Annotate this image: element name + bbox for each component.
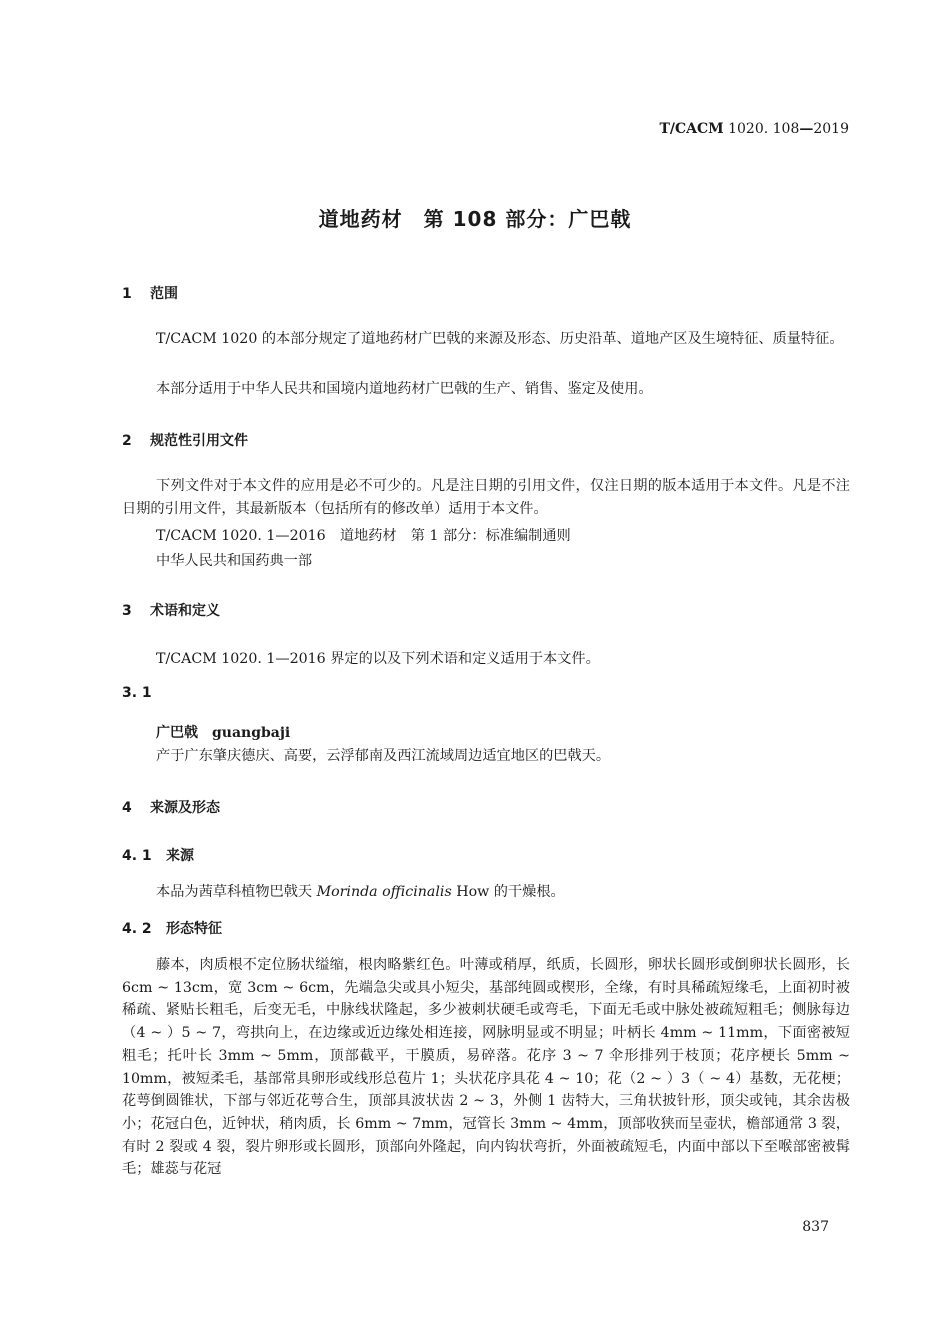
- document-title: 道地药材 第 108 部分：广巴戟: [318, 207, 632, 231]
- source-text-after: How 的干燥根。: [451, 884, 565, 900]
- reference-2: 中华人民共和国药典一部: [156, 553, 313, 569]
- section-number: 4: [122, 800, 132, 816]
- source-text-before: 本品为茜草科植物巴戟天: [156, 884, 317, 900]
- section-number: 1: [122, 286, 132, 302]
- subsection-4-2-heading: [122, 918, 222, 938]
- reference-1: T/CACM 1020. 1—2016 道地药材 第 1 部分：标准编制通则: [156, 528, 571, 544]
- section-4-heading: [122, 797, 220, 817]
- page-number: 837: [802, 1219, 829, 1235]
- subsection-number: 4. 1: [122, 848, 152, 864]
- section-title: 规范性引用文件: [150, 433, 248, 449]
- doc-code-year: 2019: [813, 121, 849, 137]
- subsection-title: 形态特征: [166, 921, 222, 937]
- section-title: 范围: [150, 286, 178, 302]
- doc-code-prefix: T/CACM: [659, 121, 724, 137]
- term-definition: 产于广东肇庆德庆、高要，云浮郁南及西江流域周边适宜地区的巴戟天。: [156, 748, 611, 764]
- section-title: 来源及形态: [150, 800, 220, 816]
- term-entry: [156, 722, 290, 742]
- section-title: 术语和定义: [150, 603, 220, 619]
- latin-name: Morinda officinalis: [316, 884, 452, 900]
- section-number: 3: [122, 603, 132, 619]
- doc-code-number: 1020. 108: [723, 121, 800, 137]
- doc-code-dash: —: [799, 121, 814, 137]
- section-2-para-1: 下列文件对于本文件的应用是必不可少的。凡是注日期的引用文件，仅注日期的版本适用于本文件。凡是不注日期的引用文件，其最新版本（包括所有的修改单）适用于本文件。: [122, 478, 850, 517]
- section-3-heading: [122, 600, 220, 620]
- subsection-number: 4. 2: [122, 921, 152, 937]
- term-english: guangbaji: [212, 725, 291, 741]
- source-text: [156, 881, 565, 901]
- section-1-heading: [122, 283, 178, 303]
- term-chinese: 广巴戟: [156, 725, 198, 741]
- morphology-paragraph: 藤本，肉质根不定位肠状缢缩，根肉略紫红色。叶薄或稍厚，纸质，长圆形，卵状长圆形或倒卵状长圆形，长 6cm ~ 13cm，宽 3cm ~ 6cm，先端急尖或具小短尖，基部纯圆或楔形，全缘，有时具稀疏短缘毛，上面初时被稀疏、紧贴长粗毛，后变无毛，中脉线状隆起，多少被刺状硬毛或弯毛，下面无毛或中脉处被疏短粗毛；侧脉每边（4 ~ ）5 ~ 7，弯拱向上，在边缘或近边缘处相连接，网脉明显或不明显；叶柄长 4mm ~ 11mm，下面密被短粗毛；托叶长 3mm ~ 5mm，顶部截平，干膜质，易碎落。花序 3 ~ 7 伞形排列于枝顶；花序梗长 5mm ~ 10mm，被短柔毛，基部常具卵形或线形总苞片 1；头状花序具花 4 ~ 10；花（2 ~ ）3（ ~ 4）基数，无花梗；花萼倒圆锥状，下部与邻近花萼合生，顶部具波状齿 2 ~ 3，外侧 1 齿特大，三角状披针形，顶尖或钝，其余齿极小；花冠白色，近钟状，稍肉质，长 6mm ~ 7mm，冠管长 3mm ~ 4mm，顶部收狭而呈壶状，檐部通常 3 裂，有时 2 裂或 4 裂，裂片卵形或长圆形，顶部向外隆起，向内钩状弯折，外面被疏短毛，内面中部以下至喉部密被髯毛；雄蕊与花冠: [122, 957, 850, 1178]
- section-number: 2: [122, 433, 132, 449]
- section-1-para-2: 本部分适用于中华人民共和国境内道地药材广巴戟的生产、销售、鉴定及使用。: [156, 381, 653, 397]
- section-2-heading: [122, 430, 248, 450]
- document-code: [659, 121, 849, 137]
- subsection-4-1-heading: [122, 845, 194, 865]
- section-1-para-1: T/CACM 1020 的本部分规定了道地药材广巴戟的来源及形态、历史沿革、道地产区及生境特征、质量特征。: [156, 331, 844, 347]
- section-3-para-1: T/CACM 1020. 1—2016 界定的以及下列术语和定义适用于本文件。: [156, 651, 600, 667]
- subsection-3-1-number: 3. 1: [122, 685, 152, 701]
- subsection-title: 来源: [166, 848, 194, 864]
